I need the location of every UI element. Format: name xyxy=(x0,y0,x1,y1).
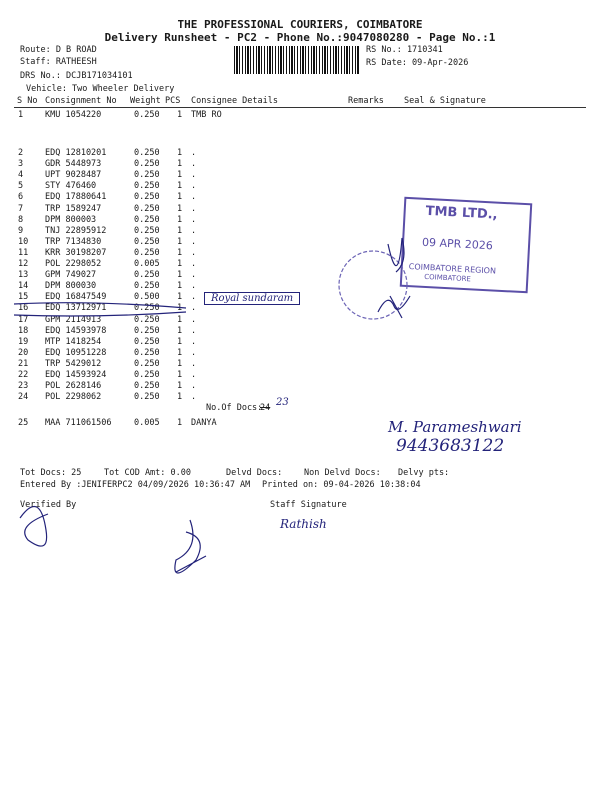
row-sno: 1 xyxy=(18,110,24,120)
row-consignee: DANYA xyxy=(191,418,217,428)
row-consignee: . xyxy=(191,270,197,281)
row-consignment: KMU 1054220 xyxy=(45,110,102,120)
staff: Staff: RATHEESH xyxy=(20,57,97,67)
row-pcs: 1 xyxy=(177,381,183,392)
row-consignment: POL 2298062 xyxy=(45,392,102,403)
row-consignment: EDQ 13712971 xyxy=(45,303,107,314)
strike-line-row16-icon xyxy=(14,312,186,316)
row-weight: 0.250 xyxy=(134,358,160,369)
drs-number: DRS No.: DCJB171034101 xyxy=(20,71,133,81)
row-sno: 19 xyxy=(18,336,29,347)
row-pcs: 1 xyxy=(177,203,183,214)
row-pcs: 1 xyxy=(177,392,183,403)
row-pcs: 1 xyxy=(177,148,183,158)
row-pcs: 1 xyxy=(177,159,183,170)
col-consignee: Consignee Details xyxy=(191,96,278,106)
row-consignee: . xyxy=(191,292,197,303)
row-sno: 23 xyxy=(18,381,29,392)
col-weight: Weight xyxy=(130,96,161,106)
row-sno: 18 xyxy=(18,325,29,336)
row-sno: 10 xyxy=(18,236,29,247)
row-pcs: 1 xyxy=(177,270,183,281)
row-pcs: 1 xyxy=(177,418,183,428)
row-weight: 0.250 xyxy=(134,281,160,292)
row-consignment: TRP 7134830 xyxy=(45,236,102,247)
row-consignment: GPM 749027 xyxy=(45,270,97,281)
row-consignment: DPM 800003 xyxy=(45,214,97,225)
row-pcs: 1 xyxy=(177,170,183,181)
rs-date: RS Date: 09-Apr-2026 xyxy=(366,58,469,68)
document-subtitle: Delivery Runsheet - PC2 - Phone No.:9047080280 - Page No.:1 xyxy=(104,31,496,44)
row-weight: 0.250 xyxy=(134,303,160,314)
verified-signature-icon xyxy=(20,506,48,546)
row-pcs: 1 xyxy=(177,292,183,303)
row-consignee: . xyxy=(191,236,197,247)
row-consignee: . xyxy=(191,148,197,158)
no-of-docs-struck: 24 xyxy=(260,403,271,413)
row-weight: 0.005 xyxy=(134,418,160,428)
row-consignee: . xyxy=(191,214,197,225)
no-of-docs-handwritten: 23 xyxy=(276,397,289,408)
rs-number: RS No.: 1710341 xyxy=(366,45,443,55)
row-pcs: 1 xyxy=(177,192,183,203)
route: Route: D B ROAD xyxy=(20,45,97,55)
col-consignment: Consignment No xyxy=(45,96,117,106)
row-weight: 0.250 xyxy=(134,236,160,247)
verified-by: Verified By xyxy=(20,500,77,510)
row-sno: 4 xyxy=(18,170,24,181)
printed-on: Printed on: 09-04-2026 10:38:04 xyxy=(262,480,421,490)
row-weight: 0.250 xyxy=(134,110,160,120)
row-sno: 9 xyxy=(18,225,24,236)
row-pcs: 1 xyxy=(177,314,183,325)
row-consignee: . xyxy=(191,170,197,181)
row-consignment: STY 476460 xyxy=(45,181,97,192)
row-weight: 0.250 xyxy=(134,270,160,281)
row-pcs: 1 xyxy=(177,214,183,225)
row-consignment: EDQ 14593978 xyxy=(45,325,107,336)
row-consignment: GDR 5448973 xyxy=(45,159,102,170)
row-weight: 0.005 xyxy=(134,259,160,269)
row-sno: 13 xyxy=(18,270,29,281)
row-pcs: 1 xyxy=(177,281,183,292)
row-sno: 17 xyxy=(18,314,29,325)
row-consignment: TRP 5429012 xyxy=(45,358,102,369)
row-pcs: 1 xyxy=(177,358,183,369)
strike-line-row15-icon xyxy=(14,303,186,308)
row-weight: 0.250 xyxy=(134,181,160,192)
row-consignment: MAA 711061506 xyxy=(45,418,112,428)
row-consignee: . xyxy=(191,159,197,170)
row-sno: 15 xyxy=(18,292,29,303)
row-consignee: . xyxy=(191,336,197,347)
row-consignment: EDQ 12810201 xyxy=(45,148,107,158)
row-weight: 0.500 xyxy=(134,292,160,303)
col-remarks: Remarks xyxy=(348,96,384,106)
row-sno: 14 xyxy=(18,281,29,292)
row-consignee: . xyxy=(191,181,197,192)
row-pcs: 1 xyxy=(177,370,183,380)
row-weight: 0.250 xyxy=(134,347,160,358)
row-consignment: UPT 9028487 xyxy=(45,170,102,181)
col-seal: Seal & Signature xyxy=(404,96,486,106)
row-consignment: EDQ 17880641 xyxy=(45,192,107,203)
row-weight: 0.250 xyxy=(134,225,160,236)
row-sno: 11 xyxy=(18,247,29,258)
row-pcs: 1 xyxy=(177,110,183,120)
row-sno: 5 xyxy=(18,181,24,192)
handwritten-royal-sundaram: Royal sundaram xyxy=(204,292,300,305)
row-sno: 8 xyxy=(18,214,24,225)
row-weight: 0.250 xyxy=(134,159,160,170)
row-weight: 0.250 xyxy=(134,203,160,214)
row-sno: 2 xyxy=(18,148,24,158)
row-sno: 24 xyxy=(18,392,29,403)
vehicle: Vehicle: Two Wheeler Delivery xyxy=(26,84,175,94)
row-weight: 0.250 xyxy=(134,325,160,336)
staff-signature: Staff Signature xyxy=(270,500,347,510)
row-consignee: . xyxy=(191,325,197,336)
row-consignee: . xyxy=(191,259,197,269)
stamp-date: 09 APR 2026 xyxy=(421,235,494,253)
row-consignment: EDQ 14593924 xyxy=(45,370,107,380)
row-weight: 0.250 xyxy=(134,214,160,225)
row-weight: 0.250 xyxy=(134,170,160,181)
row-pcs: 1 xyxy=(177,325,183,336)
row-sno: 12 xyxy=(18,259,29,269)
row-pcs: 1 xyxy=(177,247,183,258)
row-consignment: DPM 800030 xyxy=(45,281,97,292)
seal-signature-icon xyxy=(378,296,410,318)
row-consignee: . xyxy=(191,347,197,358)
row-consignee: . xyxy=(191,381,197,392)
row-consignee: . xyxy=(191,392,197,403)
handwritten-receiver-phone: 9443683122 xyxy=(396,436,505,456)
row-consignee: . xyxy=(191,358,197,369)
col-pcs: PCS xyxy=(165,96,181,106)
row-pcs: 1 xyxy=(177,181,183,192)
col-sno: S No xyxy=(17,96,38,106)
row-weight: 0.250 xyxy=(134,148,160,158)
row-consignment: TNJ 22895912 xyxy=(45,225,107,236)
row-consignment: GPM 2114913 xyxy=(45,314,102,325)
row-sno: 20 xyxy=(18,347,29,358)
row-consignee: . xyxy=(191,303,197,314)
row-consignment: TRP 1589247 xyxy=(45,203,102,214)
row-consignment: POL 2628146 xyxy=(45,381,102,392)
row-sno: 3 xyxy=(18,159,24,170)
document-title: THE PROFESSIONAL COURIERS, COIMBATORE xyxy=(177,18,423,31)
stamp-city: COIMBATORE xyxy=(424,272,472,284)
row-sno: 16 xyxy=(18,303,29,314)
row-consignment: EDQ 10951228 xyxy=(45,347,107,358)
row-consignee: . xyxy=(191,203,197,214)
row-consignee: . xyxy=(191,314,197,325)
row-sno: 7 xyxy=(18,203,24,214)
stamp-region: COIMBATORE REGION xyxy=(408,262,497,276)
row-consignee: . xyxy=(191,192,197,203)
handwritten-receiver-name: M. Parameshwari xyxy=(388,418,522,436)
no-of-docs-label: No.Of Docs: xyxy=(206,403,263,413)
verified-signature-2-icon xyxy=(175,520,206,573)
row-pcs: 1 xyxy=(177,336,183,347)
handwritten-staff-sign: Rathish xyxy=(280,517,327,531)
row-sno: 25 xyxy=(18,418,29,428)
row-consignment: KRR 30198207 xyxy=(45,247,107,258)
row-consignee: . xyxy=(191,247,197,258)
row-weight: 0.250 xyxy=(134,381,160,392)
row-pcs: 1 xyxy=(177,225,183,236)
row-consignee: TMB RO xyxy=(191,110,222,120)
row-consignment: EDQ 16847549 xyxy=(45,292,107,303)
delvd-docs: Delvd Docs: xyxy=(226,468,283,478)
row-sno: 6 xyxy=(18,192,24,203)
row-consignee: . xyxy=(191,225,197,236)
row-consignee: . xyxy=(191,281,197,292)
row-consignment: MTP 1418254 xyxy=(45,336,102,347)
row-weight: 0.250 xyxy=(134,370,160,380)
row-sno: 21 xyxy=(18,358,29,369)
delvy-pts: Delvy pts: xyxy=(398,468,450,478)
row-consignee: . xyxy=(191,370,197,380)
stamp-name: TMB LTD., xyxy=(425,203,498,223)
row-sno: 22 xyxy=(18,370,29,380)
entered-by: Entered By :JENIFERPC2 04/09/2026 10:36:47 AM xyxy=(20,480,251,490)
row-weight: 0.250 xyxy=(134,314,160,325)
non-delvd-docs: Non Delvd Docs: xyxy=(304,468,381,478)
row-weight: 0.250 xyxy=(134,247,160,258)
row-weight: 0.250 xyxy=(134,336,160,347)
tot-docs: Tot Docs: 25 xyxy=(20,468,82,478)
row-pcs: 1 xyxy=(177,347,183,358)
row-pcs: 1 xyxy=(177,236,183,247)
tot-cod: Tot COD Amt: 0.00 xyxy=(104,468,191,478)
row-pcs: 1 xyxy=(177,303,183,314)
row-consignment: POL 2298052 xyxy=(45,259,102,269)
row-pcs: 1 xyxy=(177,259,183,269)
row-weight: 0.250 xyxy=(134,392,160,403)
row-weight: 0.250 xyxy=(134,192,160,203)
